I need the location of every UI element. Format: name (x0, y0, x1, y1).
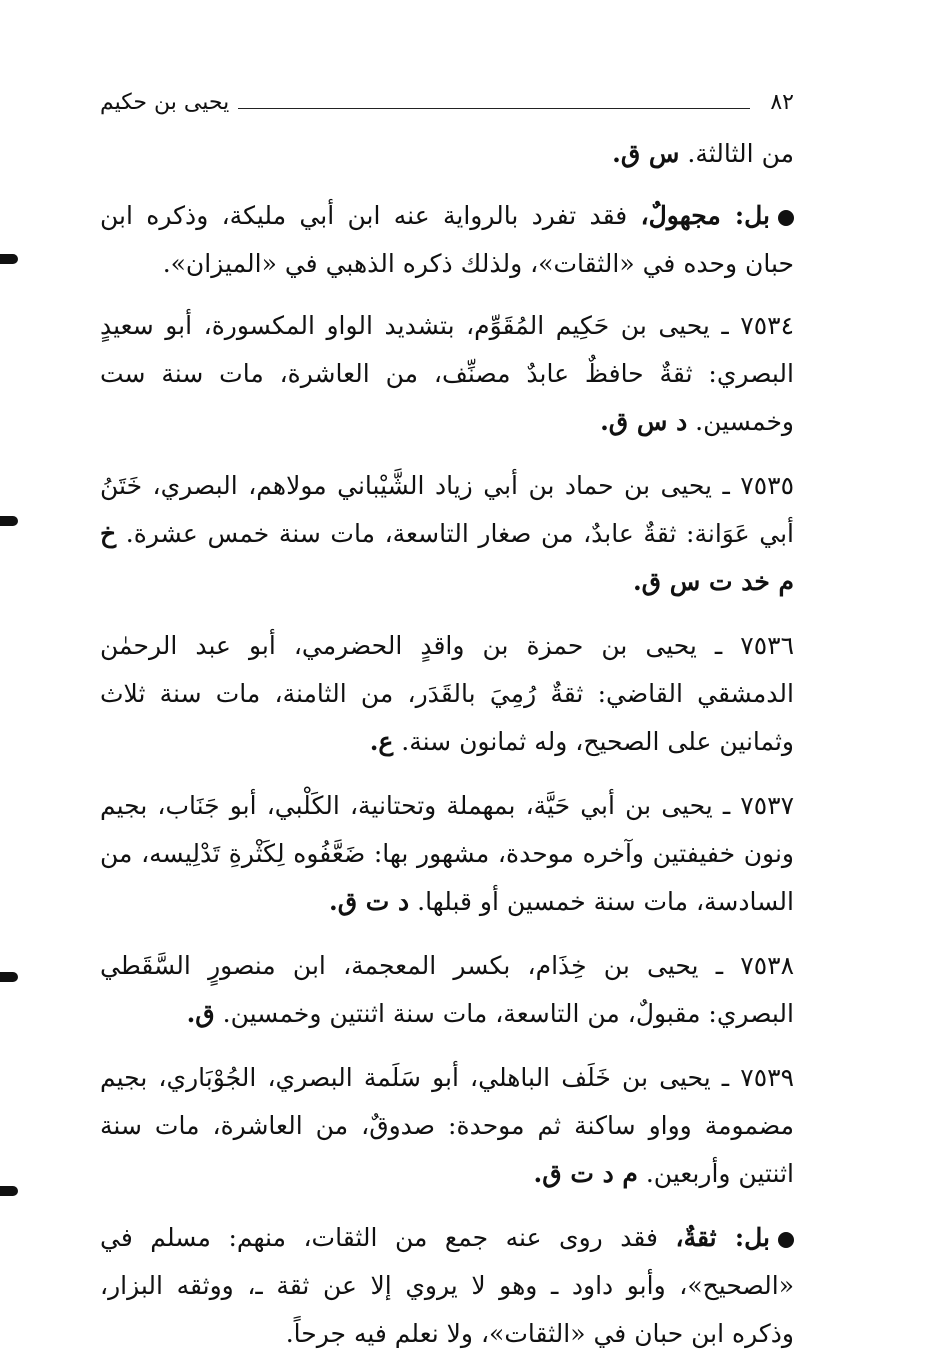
sigla: ع. (369, 727, 394, 756)
sigla: د ت ق. (328, 887, 410, 916)
scan-margin-mark (0, 254, 18, 264)
entry-7539 (100, 1054, 794, 1198)
bullet-icon (778, 210, 794, 226)
note-text: فقد تفرد بالرواية عنه ابن أبي مليكة، وذكره ابن حبان وحده في «الثقات»، ولذلك ذكره الذهبي في «الميزان». (100, 201, 794, 278)
entry-7537 (100, 782, 794, 926)
note-lead: بل: ثقةٌ، (675, 1223, 771, 1252)
continuation-paragraph (100, 130, 794, 178)
sigla: خ م خد ت س ق. (100, 519, 794, 596)
sigla: م د ت ق. (533, 1159, 638, 1188)
entry-text: ٧٥٣٧ ـ يحيى بن أبي حَيَّة، بمهملة وتحتانية، الكَلْبي، أبو جَنَاب، بجيم ونون خفيفتين وآخره موحدة، مشهور بها: ضَعَّفُوه لِكَثْرةِ تَدْلِيسه، من السادسة، مات سنة خمسين أو قبلها. (100, 791, 794, 916)
running-header (100, 86, 794, 126)
sigla: ق. (186, 999, 215, 1028)
scan-margin-mark (0, 1186, 18, 1196)
editor-note (100, 192, 794, 288)
scan-margin-mark (0, 516, 18, 526)
running-title: يحيى بن حكيم (100, 90, 230, 115)
entry-7534 (100, 302, 794, 446)
paragraph-text: من الثالثة. (679, 139, 794, 168)
note-lead: بل: مجهولٌ، (640, 201, 770, 230)
header-rule (238, 108, 750, 109)
sigla: د س ق. (600, 407, 688, 436)
sigla: س ق. (612, 139, 680, 168)
bullet-icon (778, 1232, 794, 1248)
entry-7535 (100, 462, 794, 606)
entry-7538 (100, 942, 794, 1038)
entry-text: ٧٥٣٩ ـ يحيى بن خَلَف الباهلي، أبو سَلَمة البصري، الجُوْبَاري، بجيم مضمومة وواو ساكنة ثم موحدة: صدوقٌ، من العاشرة، مات سنة اثنتين وأربعين. (100, 1063, 794, 1188)
scan-margin-mark (0, 972, 18, 982)
entry-text: ٧٥٣٦ ـ يحيى بن حمزة بن واقدٍ الحضرمي، أبو عبد الرحمٰن الدمشقي القاضي: ثقةٌ رُمِيَ بالقَدَر، من الثامنة، مات سنة ثلاث وثمانين على الصحيح، وله ثمانون سنة. (100, 631, 794, 756)
page-body (100, 130, 794, 1372)
editor-note (100, 1214, 794, 1358)
note-text: فقد روى عنه جمع من الثقات، منهم: مسلم في «الصحيح»، وأبو داود ـ وهو لا يروي إلا عن ثقة ـ، ووثقه البزار، وذكره ابن حبان في «الثقات»، ولا نعلم فيه جرحاً. (100, 1223, 794, 1348)
entry-text: ٧٥٣٤ ـ يحيى بن حَكِيم المُقَوِّم، بتشديد الواو المكسورة، أبو سعيدٍ البصري: ثقةٌ حافظٌ عابدٌ مصنِّف، من العاشرة، مات سنة ست وخمسين. (100, 311, 794, 436)
page-number: ٨٢ (770, 90, 794, 115)
entry-text: ٧٥٣٨ ـ يحيى بن خِذَام، بكسر المعجمة، ابن منصورٍ السَّقَطي البصري: مقبولٌ، من التاسعة، مات سنة اثنتين وخمسين. (100, 951, 794, 1028)
entry-text: ٧٥٣٥ ـ يحيى بن حماد بن أبي زياد الشَّيْباني مولاهم، البصري، خَتَنُ أبي عَوَانة: ثقةٌ عابدٌ، من صغار التاسعة، مات سنة خمس عشرة. (100, 471, 794, 548)
entry-7536 (100, 622, 794, 766)
